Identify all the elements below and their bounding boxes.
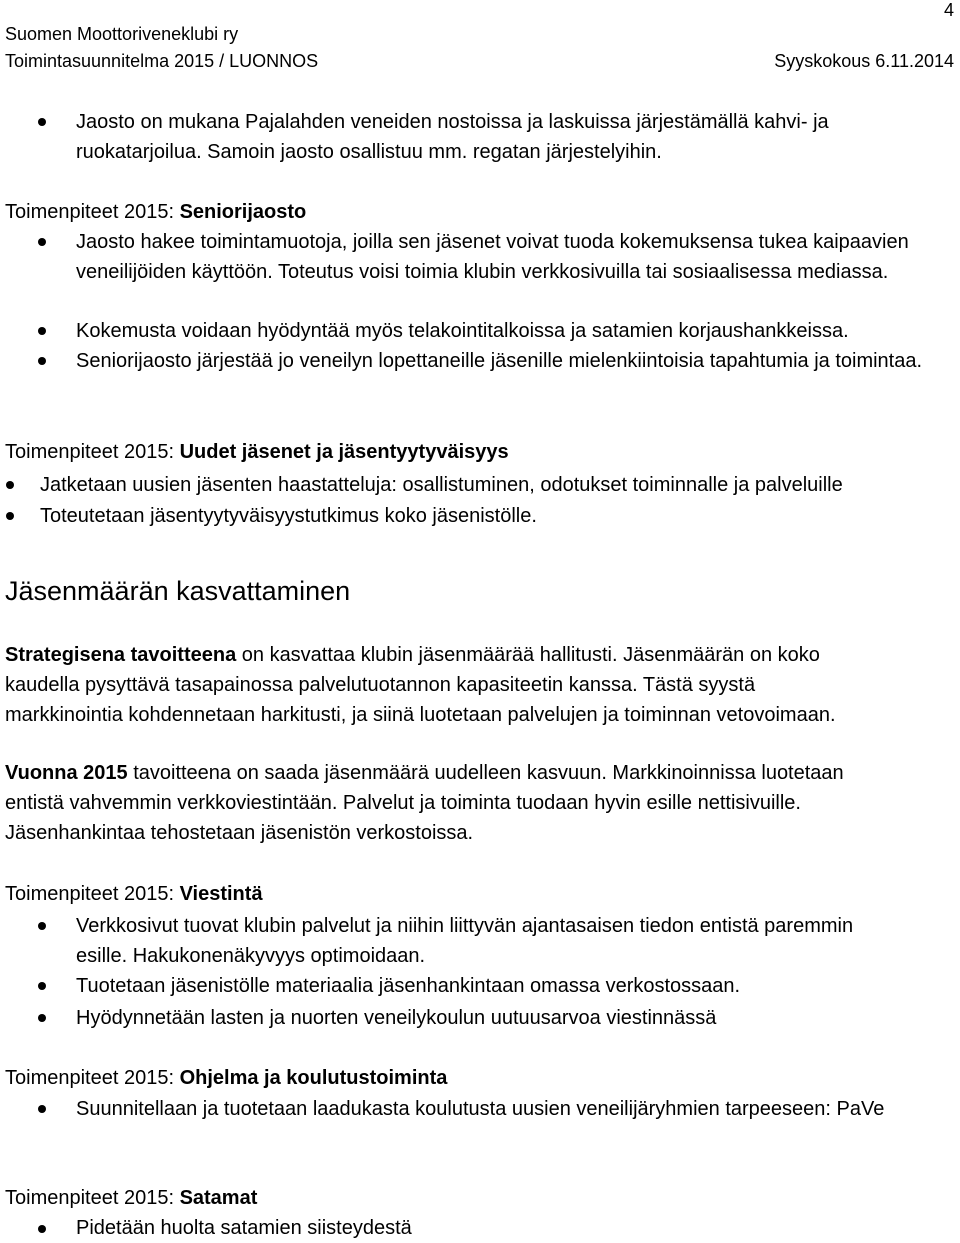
bullet-marker bbox=[38, 1014, 46, 1022]
bullet-marker bbox=[38, 238, 46, 246]
bullet-marker bbox=[6, 481, 14, 489]
growth-p2-line2: entistä vahvemmin verkkoviestintään. Palvelut ja toiminta tuodaan hyvin esille nettisivuille. bbox=[5, 792, 801, 814]
communication-bullet-1: Verkkosivut tuovat klubin palvelut ja niihin liittyvän ajantasaisen tiedon entistä paremmin esille. Hakukonenäkyvyys optimoidaan. bbox=[76, 915, 854, 967]
intro-bullet-text: Jaosto on mukana Pajalahden veneiden nostoissa ja laskuissa järjestämällä kahvi- ja ruokatarjoilua. Samoin jaosto osallistuu mm. regatan järjestelyihin. bbox=[76, 111, 829, 163]
section-prefix: Toimenpiteet 2015: bbox=[5, 1067, 180, 1089]
section-title: Uudet jäsenet ja jäsentyytyväisyys bbox=[179, 441, 509, 463]
section-heading-harbors bbox=[5, 1183, 257, 1213]
communication-bullet-2: Tuotetaan jäsenistölle materiaalia jäsenhankintaan omassa verkostossaan. bbox=[76, 975, 741, 997]
bullet-marker bbox=[38, 327, 46, 335]
header-doc: Toimintasuunnitelma 2015 / LUONNOS bbox=[5, 51, 319, 71]
growth-p2-line1 bbox=[5, 758, 844, 788]
growth-p1-text: on kasvattaa klubin jäsenmäärää hallitusti. Jäsenmäärän on koko bbox=[236, 644, 820, 666]
seniors-bullet-3: Seniorijaosto järjestää jo veneilyn lopettaneille jäsenille mielenkiintoisia tapahtumia ja toimintaa. bbox=[76, 350, 923, 372]
growth-p1-line1 bbox=[5, 640, 820, 670]
header-org: Suomen Moottoriveneklubi ry bbox=[5, 24, 239, 44]
newmembers-bullet-1: Jatketaan uusien jäsenten haastatteluja: osallistuminen, odotukset toiminnalle ja palveluille bbox=[40, 474, 843, 496]
training-bullet-1: Suunnitellaan ja tuotetaan laadukasta koulutusta uusien veneilijäryhmien tarpeeseen: PaVe bbox=[76, 1098, 885, 1120]
section-title: Seniorijaosto bbox=[179, 201, 307, 223]
section-heading-communication bbox=[5, 879, 263, 909]
section-title: Ohjelma ja koulutustoiminta bbox=[179, 1067, 448, 1089]
section-heading-training bbox=[5, 1063, 447, 1093]
bullet-marker bbox=[6, 512, 14, 520]
growth-p1-line3: markkinointia kohdennetaan harkitusti, ja siinä luotetaan palvelujen ja toiminnan vetovoimaan. bbox=[5, 704, 836, 726]
communication-bullet-3: Hyödynnetään lasten ja nuorten veneilykoulun uutuusarvoa viestinnässä bbox=[76, 1007, 717, 1029]
bullet-marker bbox=[38, 118, 46, 126]
growth-p1-line2: kaudella pysyttävä tasapainossa palvelutuotannon kapasiteetin kanssa. Tästä syystä bbox=[5, 674, 756, 696]
section-heading-seniors bbox=[5, 197, 306, 227]
bullet-marker bbox=[38, 922, 46, 930]
seniors-bullet-1: Jaosto hakee toimintamuotoja, joilla sen jäsenet voivat tuoda kokemuksensa tukea kaipaavien veneilijöiden käyttöön. Toteutus voisi toimia klubin verkkosivuilla tai sosiaalisessa mediassa. bbox=[76, 231, 909, 283]
section-prefix: Toimenpiteet 2015: bbox=[5, 1187, 180, 1209]
seniors-bullet-2: Kokemusta voidaan hyödyntää myös telakointitalkoissa ja satamien korjaushankkeissa. bbox=[76, 320, 849, 342]
growth-heading: Jäsenmäärän kasvattaminen bbox=[5, 576, 351, 606]
growth-p2-line3: Jäsenhankintaa tehostetaan jäsenistön verkostoissa. bbox=[5, 822, 474, 844]
bullet-marker bbox=[38, 1105, 46, 1113]
section-prefix: Toimenpiteet 2015: bbox=[5, 201, 180, 223]
section-title: Viestintä bbox=[179, 883, 263, 905]
growth-p2-bold: Vuonna 2015 bbox=[5, 762, 128, 784]
section-title: Satamat bbox=[179, 1187, 258, 1209]
bullet-marker bbox=[38, 982, 46, 990]
section-prefix: Toimenpiteet 2015: bbox=[5, 883, 180, 905]
bullet-marker bbox=[38, 357, 46, 365]
bullet-marker bbox=[38, 1225, 46, 1233]
growth-p1-bold: Strategisena tavoitteena bbox=[5, 644, 237, 666]
harbors-bullet-1: Pidetään huolta satamien siisteydestä bbox=[76, 1217, 412, 1239]
growth-p2-text: tavoitteena on saada jäsenmäärä uudelleen kasvuun. Markkinoinnissa luotetaan bbox=[127, 762, 844, 784]
section-heading-newmembers bbox=[5, 437, 509, 467]
page-number: 4 bbox=[943, 0, 954, 20]
header-meeting: Syyskokous 6.11.2014 bbox=[774, 51, 954, 71]
newmembers-bullet-2: Toteutetaan jäsentyytyväisyystutkimus koko jäsenistölle. bbox=[40, 505, 537, 527]
section-prefix: Toimenpiteet 2015: bbox=[5, 441, 180, 463]
